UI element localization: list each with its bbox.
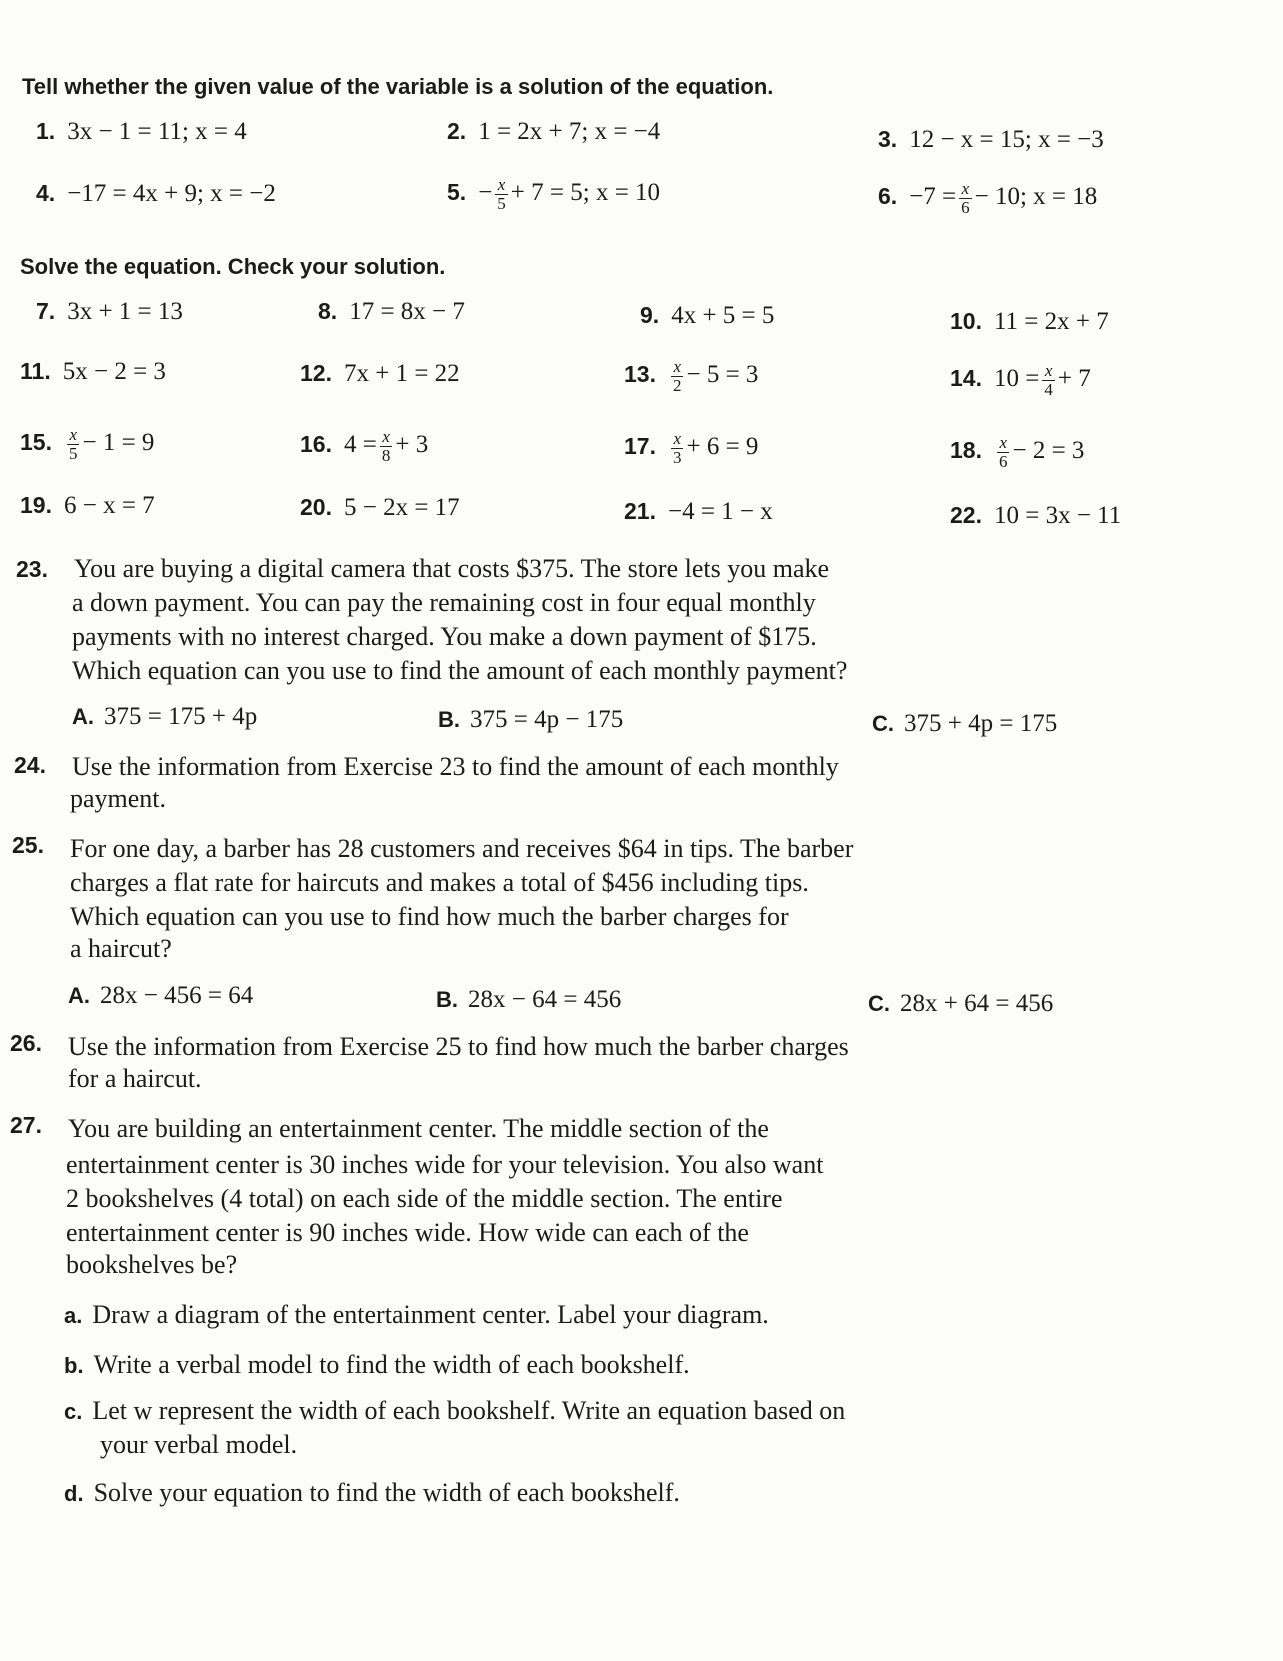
option-a: A. 28x − 456 = 64 [68, 982, 254, 1009]
exercise-8: 8. 17 = 8x − 7 [318, 298, 465, 325]
exercise-1 [36, 118, 247, 146]
exercise-number: 3. [878, 126, 898, 152]
problem-line: Use the information from Exercise 25 to find how much the barber charges [68, 1032, 849, 1061]
problem-number: 25. [12, 832, 44, 858]
problem-number: 27. [10, 1112, 42, 1138]
problem-line: bookshelves be? [66, 1250, 238, 1279]
exercise-14: 14. 10 = $\frac{x}{4}$ + 7 [950, 361, 1091, 399]
equation: 6 − x = 7 [63, 492, 155, 519]
equation: 3x − 1 = 11; x = 4 [67, 118, 247, 145]
equation-prefix: 10 = [993, 365, 1040, 393]
exercise-22: 22. 10 = 3x − 11 [950, 502, 1122, 529]
equation: 7x + 1 = 22 [343, 360, 460, 387]
equation: 1 = 2x + 7; x = −4 [478, 118, 661, 145]
problem-line: a haircut? [70, 934, 172, 963]
problem-line: payment. [70, 784, 167, 813]
problem-line: entertainment center is 30 inches wide for your television. You also want [66, 1150, 824, 1179]
part-c-continued: your verbal model. [100, 1430, 298, 1459]
fraction: $\frac{x}{4}$ [1044, 361, 1053, 399]
exercise-number: 5. [447, 179, 467, 206]
option-b: B. 28x − 64 = 456 [436, 986, 622, 1013]
problem-number: 24. [14, 752, 46, 778]
exercise-4 [36, 180, 276, 208]
problem-line: Which equation can you use to find the amount of each monthly payment? [72, 656, 848, 685]
equation-prefix: −7 = [909, 183, 957, 211]
problem-number: 26. [10, 1030, 42, 1056]
equation: 17 = 8x − 7 [349, 298, 465, 325]
problem-line: 2 bookshelves (4 total) on each side of the middle section. The entire [66, 1184, 783, 1213]
equation-suffix: − 2 = 3 [1012, 437, 1085, 465]
fraction: $\frac{x}{3}$ [672, 429, 682, 467]
option-c: C. 375 + 4p = 175 [872, 710, 1058, 737]
option-c: C. 28x + 64 = 456 [868, 990, 1054, 1017]
exercise-13: 13. $\frac{x}{2}$ − 5 = 3 [624, 357, 759, 395]
problem-line: entertainment center is 90 inches wide. How wide can each of the [66, 1218, 749, 1247]
exercise-number: 6. [878, 183, 898, 210]
problem-number: 23. [16, 556, 48, 582]
option-a: A. 375 = 175 + 4p [72, 703, 258, 730]
exercise-2 [447, 118, 660, 146]
equation: 12 − x = 15; x = −3 [909, 126, 1104, 153]
equation: −4 = 1 − x [667, 498, 773, 525]
equation-suffix: − 5 = 3 [686, 361, 759, 389]
problem-line: You are building an entertainment center. The middle section of the [68, 1114, 769, 1143]
exercise-number: 2. [447, 118, 467, 144]
fraction: $\frac{x}{5}$ [497, 175, 506, 213]
fraction: $\frac{x}{8}$ [381, 427, 391, 465]
equation-suffix: − 10; x = 18 [974, 183, 1098, 211]
equation: 5x − 2 = 3 [62, 358, 166, 385]
exercise-number: 4. [36, 180, 56, 206]
fraction: $\frac{x}{6}$ [961, 179, 970, 217]
equation-suffix: − 1 = 9 [82, 429, 155, 457]
exercise-17: 17. $\frac{x}{3}$ + 6 = 9 [624, 429, 759, 467]
equation-suffix: + 6 = 9 [686, 433, 759, 461]
exercise-number: 1. [36, 118, 56, 144]
section1-heading: Tell whether the given value of the variable is a solution of the equation. [22, 74, 774, 99]
exercise-3 [878, 126, 1104, 154]
problem-line: a down payment. You can pay the remaining cost in four equal monthly [72, 588, 816, 617]
equation: 10 = 3x − 11 [993, 502, 1122, 529]
problem-line: for a haircut. [68, 1064, 202, 1093]
equation: 5 − 2x = 17 [343, 494, 460, 521]
exercise-7: 7. 3x + 1 = 13 [36, 298, 183, 325]
problem-line: Use the information from Exercise 23 to find the amount of each monthly [72, 752, 839, 781]
exercise-11: 11. 5x − 2 = 3 [20, 358, 166, 385]
fraction: $\frac{x}{6}$ [998, 433, 1008, 471]
problem-line: charges a flat rate for haircuts and makes a total of $456 including tips. [70, 868, 809, 897]
exercise-21: 21. −4 = 1 − x [624, 498, 773, 525]
equation-suffix: + 3 [395, 431, 429, 459]
part-d: d. Solve your equation to find the width of each bookshelf. [64, 1478, 680, 1507]
problem-line: You are buying a digital camera that costs $375. The store lets you make [74, 554, 830, 583]
problem-line: Which equation can you use to find how much the barber charges for [70, 902, 789, 931]
equation: −17 = 4x + 9; x = −2 [67, 180, 276, 207]
equation-suffix: + 7 [1057, 365, 1091, 393]
option-b: B. 375 = 4p − 175 [438, 706, 624, 733]
exercise-5 [447, 176, 660, 213]
exercise-6 [878, 180, 1097, 217]
part-c: c. Let w represent the width of each bookshelf. Write an equation based on [64, 1396, 846, 1425]
equation-prefix: 4 = [343, 431, 377, 459]
exercise-10: 10. 11 = 2x + 7 [950, 308, 1109, 335]
part-b: b. Write a verbal model to find the width of each bookshelf. [64, 1350, 690, 1379]
exercise-16: 16. 4 = $\frac{x}{8}$ + 3 [300, 427, 429, 465]
equation-prefix: − [478, 179, 493, 207]
equation: 11 = 2x + 7 [993, 308, 1109, 335]
exercise-9: 9. 4x + 5 = 5 [640, 302, 775, 329]
exercise-20: 20. 5 − 2x = 17 [300, 494, 460, 521]
equation: 4x + 5 = 5 [671, 302, 775, 329]
fraction: $\frac{x}{2}$ [672, 357, 682, 395]
exercise-18: 18. $\frac{x}{6}$ − 2 = 3 [950, 433, 1085, 471]
section2-heading: Solve the equation. Check your solution. [20, 254, 446, 279]
problem-line: For one day, a barber has 28 customers and receives $64 in tips. The barber [70, 834, 854, 863]
problem-line: payments with no interest charged. You make a down payment of $175. [72, 622, 817, 651]
exercise-12: 12. 7x + 1 = 22 [300, 360, 460, 387]
equation: 3x + 1 = 13 [67, 298, 183, 325]
part-a: a. Draw a diagram of the entertainment center. Label your diagram. [64, 1300, 769, 1329]
exercise-15: 15. $\frac{x}{5}$ − 1 = 9 [20, 425, 155, 463]
equation-suffix: + 7 = 5; x = 10 [510, 179, 661, 207]
exercise-19: 19. 6 − x = 7 [20, 492, 155, 519]
fraction: $\frac{x}{5}$ [68, 425, 78, 463]
